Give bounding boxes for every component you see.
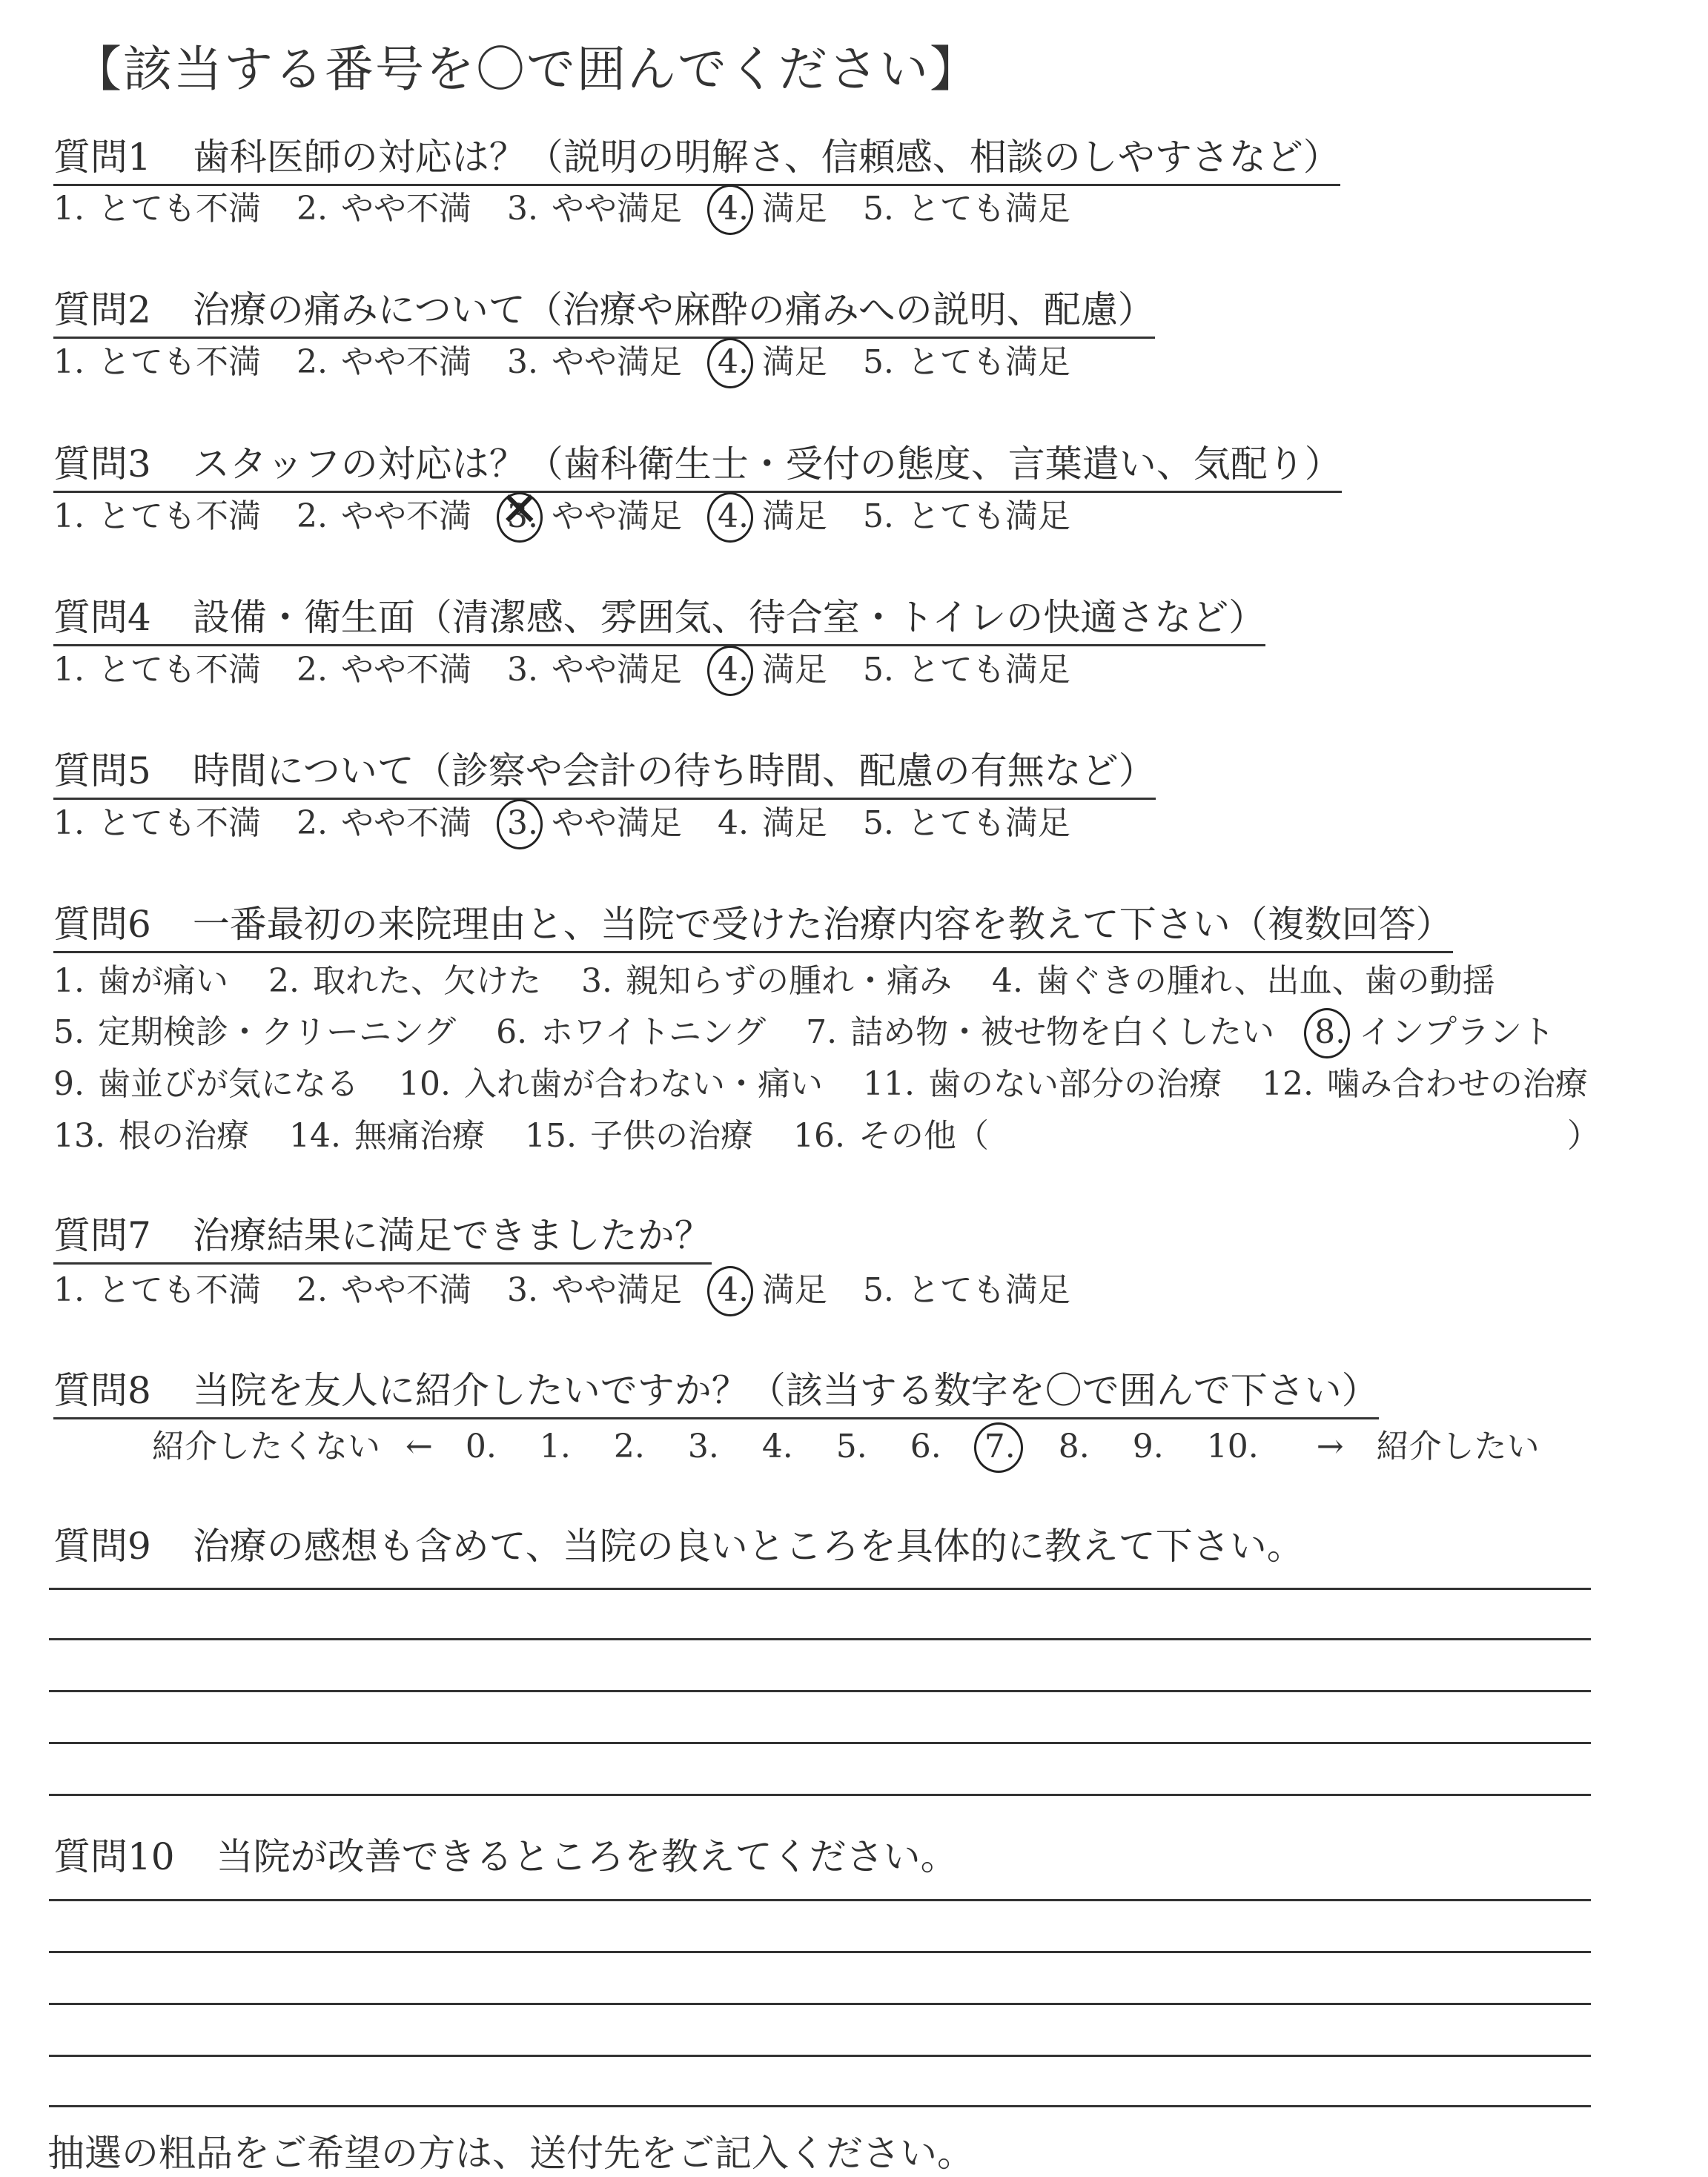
option[interactable]: 9. 歯並びが気になる: [53, 1065, 359, 1103]
question-text: 一番最初の来院理由と、当院で受けた治療内容を教えて下さい（複数回答）: [192, 903, 1453, 946]
left-arrow-icon: ←: [406, 1428, 433, 1465]
question-number: 質問10: [53, 1835, 175, 1878]
question-4-heading: [53, 595, 1265, 646]
answer-line[interactable]: [49, 1690, 1591, 1692]
scale-option[interactable]: 5.: [835, 1428, 867, 1465]
answer-line[interactable]: [49, 1588, 1591, 1590]
scale-option[interactable]: 3.: [687, 1428, 719, 1465]
question-text: 治療の感想も含めて、当院の良いところを具体的に教えて下さい。: [192, 1525, 1304, 1568]
scale-option[interactable]: 9.: [1132, 1428, 1164, 1465]
option[interactable]: 2. やや不満: [296, 651, 471, 689]
question-number: 質問9: [53, 1525, 151, 1568]
question-7-heading: [53, 1213, 712, 1265]
option[interactable]: 1. とても不満: [53, 1271, 261, 1309]
option-selected[interactable]: 8. インプラント: [1314, 1013, 1555, 1051]
option[interactable]: 5. 定期検診・クリーニング: [53, 1013, 457, 1051]
question-8-heading: [53, 1368, 1379, 1419]
option[interactable]: 2. やや不満: [296, 804, 471, 842]
option[interactable]: 3. 親知らずの腫れ・痛み: [580, 962, 952, 1000]
question-number: 質問8: [53, 1369, 151, 1412]
option[interactable]: 1. 歯が痛い: [53, 962, 228, 1000]
option[interactable]: 2. やや不満: [296, 1271, 471, 1309]
option[interactable]: 15. 子供の治療: [524, 1117, 753, 1155]
question-3-options: [53, 497, 1096, 537]
scale-right-label: 紹介したい: [1376, 1428, 1540, 1465]
option-crossed-out[interactable]: ✕ 3. やや満足: [507, 497, 682, 537]
scale-option[interactable]: 1.: [539, 1428, 571, 1465]
option[interactable]: 3. やや満足: [506, 1271, 682, 1309]
scale-option[interactable]: 0.: [465, 1428, 497, 1465]
option[interactable]: 2. やや不満: [296, 190, 471, 228]
option[interactable]: 3. やや満足: [506, 190, 682, 228]
question-text: 治療の痛みについて（治療や麻酔の痛みへの説明、配慮）: [192, 288, 1155, 331]
option[interactable]: 1. とても不満: [53, 343, 261, 381]
question-5-heading: [53, 749, 1156, 800]
scale-option[interactable]: 4.: [761, 1428, 793, 1465]
option[interactable]: 4. 満足: [717, 804, 827, 842]
option[interactable]: 5. とても満足: [862, 804, 1070, 842]
question-number: 質問6: [53, 903, 151, 946]
answer-line[interactable]: [49, 2003, 1591, 2005]
question-text: 治療結果に満足できましたか？: [192, 1214, 712, 1257]
scale-option-selected[interactable]: 7.: [984, 1428, 1016, 1465]
question-6-options-row-4: [53, 1116, 1629, 1156]
question-number: 質問1: [53, 136, 151, 179]
option[interactable]: 1. とても不満: [53, 190, 261, 228]
option[interactable]: 5. とても満足: [862, 190, 1070, 228]
answer-line[interactable]: [49, 1742, 1591, 1744]
scale-left-label: 紹介したくない: [152, 1428, 380, 1465]
question-text: スタッフの対応は？（歯科衛生士・受付の態度、言葉遣い、気配り）: [192, 443, 1342, 486]
question-6-options-row-1: [53, 961, 1525, 1001]
option[interactable]: 1. とても不満: [53, 497, 261, 535]
option[interactable]: 6. ホワイトニング: [496, 1013, 767, 1051]
option[interactable]: 10. 入れ歯が合わない・痛い: [398, 1065, 823, 1103]
question-5-options: [53, 803, 1096, 844]
question-4-options: [53, 650, 1096, 690]
question-6-options-row-2: [53, 1013, 1584, 1053]
option-selected[interactable]: 4. 満足: [717, 343, 827, 381]
option-selected[interactable]: 4. 満足: [717, 1271, 827, 1309]
question-2-options: [53, 342, 1096, 382]
question-number: 質問4: [53, 596, 151, 639]
option[interactable]: 1. とても不満: [53, 651, 261, 689]
option[interactable]: 11. 歯のない部分の治療: [862, 1065, 1222, 1103]
question-1-options: [53, 189, 1096, 229]
option[interactable]: 2. やや不満: [296, 497, 471, 535]
question-text: 時間について（診察や会計の待ち時間、配慮の有無など）: [192, 749, 1156, 792]
option-selected[interactable]: 3. やや満足: [506, 804, 682, 842]
scale-option[interactable]: 6.: [910, 1428, 941, 1465]
option[interactable]: 5. とても満足: [862, 1271, 1070, 1309]
recommend-scale: [152, 1427, 1540, 1467]
answer-line[interactable]: [49, 2055, 1591, 2057]
option-selected[interactable]: 4. 満足: [717, 190, 827, 228]
question-text: 当院を友人に紹介したいですか？（該当する数字を〇で囲んで下さい）: [192, 1369, 1379, 1412]
scale-option[interactable]: 2.: [613, 1428, 645, 1465]
answer-line[interactable]: [49, 1951, 1591, 1953]
question-number: 質問2: [53, 288, 151, 331]
question-6-options-row-3: [53, 1064, 1618, 1104]
answer-line[interactable]: [49, 1638, 1591, 1640]
option[interactable]: 4. 歯ぐきの腫れ、出血、歯の動揺: [991, 962, 1495, 1000]
option[interactable]: 2. 取れた、欠けた: [268, 962, 541, 1000]
scale-option[interactable]: 8.: [1058, 1428, 1090, 1465]
scale-option[interactable]: 10.: [1206, 1428, 1259, 1465]
question-3-heading: [53, 442, 1342, 493]
question-10-heading: [53, 1835, 958, 1883]
option[interactable]: 5. とても満足: [862, 651, 1070, 689]
question-number: 質問3: [53, 443, 151, 486]
footer-note: 抽選の粗品をご希望の方は、送付先をご記入ください。: [47, 2132, 974, 2175]
question-2-heading: [53, 288, 1155, 339]
question-number: 質問5: [53, 749, 151, 792]
option[interactable]: 5. とても満足: [862, 343, 1070, 381]
option[interactable]: 5. とても満足: [862, 497, 1070, 535]
option[interactable]: 2. やや不満: [296, 343, 471, 381]
option-selected[interactable]: 4. 満足: [717, 497, 827, 535]
option-other[interactable]: 16. その他（ ）: [792, 1117, 1600, 1155]
question-1-heading: [53, 135, 1340, 186]
answer-line[interactable]: [49, 1899, 1591, 1901]
option[interactable]: 7. 詰め物・被せ物を白くしたい: [806, 1013, 1275, 1051]
option[interactable]: 12. 噛み合わせの治療: [1261, 1065, 1588, 1103]
option-selected[interactable]: 4. 満足: [717, 651, 827, 689]
question-number: 質問7: [53, 1214, 151, 1257]
answer-line[interactable]: [49, 1794, 1591, 1796]
answer-line[interactable]: [49, 2105, 1591, 2107]
question-text: 歯科医師の対応は？（説明の明解さ、信頼感、相談のしやすさなど）: [192, 136, 1340, 179]
question-text: 当院が改善できるところを教えてください。: [216, 1835, 958, 1878]
option[interactable]: 3. やや満足: [506, 343, 682, 381]
page-title: 【該当する番号を〇で囲んでください】: [73, 41, 980, 98]
option[interactable]: 1. とても不満: [53, 804, 261, 842]
option[interactable]: 3. やや満足: [506, 651, 682, 689]
question-6-heading: [53, 902, 1453, 953]
question-7-options: [53, 1270, 1096, 1310]
question-text: 設備・衛生面（清潔感、雰囲気、待合室・トイレの快適さなど）: [192, 596, 1266, 639]
right-arrow-icon: →: [1316, 1428, 1344, 1465]
option[interactable]: 14. 無痛治療: [288, 1117, 485, 1155]
option[interactable]: 13. 根の治療: [53, 1117, 249, 1155]
question-9-heading: [53, 1524, 1304, 1573]
